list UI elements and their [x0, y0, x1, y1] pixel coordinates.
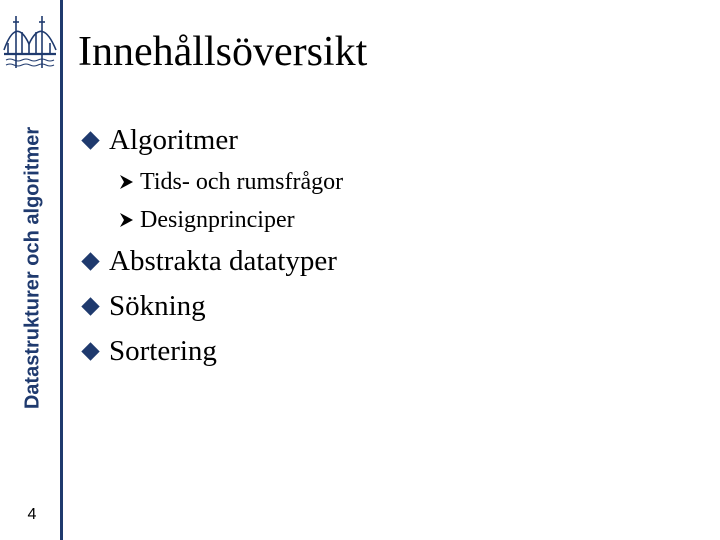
sub-bullet-item	[78, 163, 343, 201]
bullet-item	[78, 329, 343, 374]
bullet-list	[78, 118, 343, 374]
bullet-item	[78, 118, 343, 163]
diamond-bullet-icon	[81, 297, 99, 315]
course-title: Datastrukturer och algoritmer	[21, 126, 44, 410]
bullet-text: Abstrakta datatyper	[109, 245, 337, 277]
diamond-bullet-icon	[81, 252, 99, 270]
arrowhead-bullet-icon	[118, 174, 134, 190]
slide-title: Innehållsöversikt	[78, 29, 368, 75]
sub-bullet-text: Designprinciper	[140, 206, 295, 233]
bridge-logo-icon	[2, 10, 58, 74]
sub-bullet-item	[78, 201, 343, 239]
sidebar	[0, 0, 62, 540]
bullet-text: Sökning	[109, 290, 206, 322]
sidebar-divider	[60, 0, 63, 540]
diamond-bullet-icon	[81, 342, 99, 360]
arrowhead-bullet-icon	[118, 212, 134, 228]
bullet-item	[78, 284, 343, 329]
bullet-item	[78, 239, 343, 284]
diamond-bullet-icon	[81, 131, 99, 149]
bullet-text: Sortering	[109, 335, 217, 367]
sub-bullet-text: Tids- och rumsfrågor	[140, 168, 344, 195]
bullet-text: Algoritmer	[109, 124, 238, 156]
page-number: 4	[27, 506, 37, 523]
